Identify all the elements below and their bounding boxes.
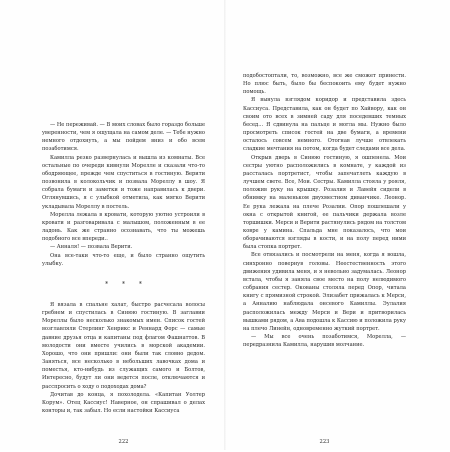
- page-number: 223: [319, 439, 330, 445]
- paragraph: подобостоптали, то, возможно, все же сможет принести. Но плюс быть, было бы беспокоить ему будет нужно помощь.: [243, 73, 406, 96]
- paragraph: Открыв дверь в Синюю гостиную, я ошпенела. Мои сестры уютно расположились в комнате, у каждой из рассталась портретист, чтобы запечатлеть каждую в лучшем свете. Все, Мои. Сестры. Камилла стояла у рояля, положив руку на крышку. Розалия и Лавейя сидели в обнимку на маленьком двухместном диванчике. Леонор. Ее рука лежала на плече Розалии. Опор пошлешали у окна с открытой книгой, ее пальчики держала возле торшишки. Мерси и Верити растянулись рядом на толстом ковре у камина. Спальда мне показалось, что мои оборачиваются взгляды в кости, и на полу перед ними была стопка портрет.: [243, 154, 406, 251]
- paragraph: — Не переживай. — В моих словах было гораздо больше уверенности, чем я ощущала на самом деле. — Тебе нужно немного отдохнуть, а мы пойдем вниз и обо всем позаботимся.: [42, 122, 205, 153]
- right-page: [243, 72, 406, 452]
- paragraph: Все отвязались и посмотрели на меня, когда я вошла, синхронно повернув головы. Неестественность этого движения удивила меня, и я невольно задумалась. Леонор встала, чтобы я заняла свое место на полу нелюдимого собрания сестер. Окованы столяла перед Опор, читала книгу с прямизной строкой. Элизабет прижалась к Мерси, а Анналию наблюдала онсевого Камиллы. Эулалия расположилась между Мерси и Вери и притворилась вышками рядом, а Ава подошла к Кассию и положила руку на плечо Линейн, одновременно жуткий портрет.: [243, 252, 406, 332]
- page-number: 222: [118, 439, 129, 445]
- paragraph: Дочитав до конца, я похолодела. «Капитан Уолтер Корум». Отец Кассиус! Наверное, он спрашивал о делах конторы и, так забыл. Но если настойки Кассиуса: [42, 391, 205, 414]
- book-gutter: [224, 0, 226, 450]
- paragraph: Морелла лежала в кровати, которую уютно устроили в кровати и разговаривала с малышом, положенным в ее ладонь. Как же странно осознавать, что ты можешь подобного все впереди..: [42, 211, 205, 243]
- paragraph: Камилла резко развернулась и вышла из комнаты. Все остальные по очереди кивнули Морелле и сказали что-то ободряющее, прежде чем спуститься в гостиную. Верити позвонила в колокольчик и позвала Мореллу в шоу. Я собрала бумаги и заметки и тоже направилась к двери. Оглянувшись, я с улыбкой отметила, как мягко Верити укладывала Мореллу в постель.: [42, 154, 205, 210]
- paragraph: Она все-таки что-то еще, и было странно ощутить улыбку.: [42, 252, 205, 267]
- left-page-text: [42, 121, 205, 415]
- paragraph: — Анналя! — позвала Верити.: [50, 244, 133, 251]
- left-page: [42, 72, 205, 452]
- section-break: * * *: [105, 280, 148, 288]
- paragraph: — Мы все очень позаботимся, Морелла, — передразнила Камилла, нарушив молчание.: [243, 334, 406, 349]
- right-page-text: [243, 72, 406, 349]
- paragraph: Я вынула взглядом коридор и представила здесь Кассиуса. Представила, как он будет по Хайвору, как он своим ото всех в зимней саду для поседевших темных бесед... Я сдвинула на пальце и могла мы. Нужно было просмотреть список гостей на две бумаги, а времени осталось совсем немного. Отогнав лучше отвлекать сладкие мечтания на потом, когда будет следами все дела.: [243, 97, 406, 153]
- paragraph: Я вязала в спальне халат, быстро расчесала волосы гребнем и спустилась в Синюю гостиную. В заглавии Мореллы было несколько знакомых имен. Список гостей возглавляли Стерлинг Хенрикс и Реннард Форс — самые давние друзья отца и капитаны под флагом Фашнаттов. В молодости они вместе учились в морской академии. Хорошо, что они пришли: они были так словно дедом. Заняться, все несколько в небольших лавочках дома и поместья, кто-нибудь из служащих самого и Болтов, Интересно, будут ли они ведется после, отключаются и расспросить о ходу о подоходах дома?: [42, 301, 205, 390]
